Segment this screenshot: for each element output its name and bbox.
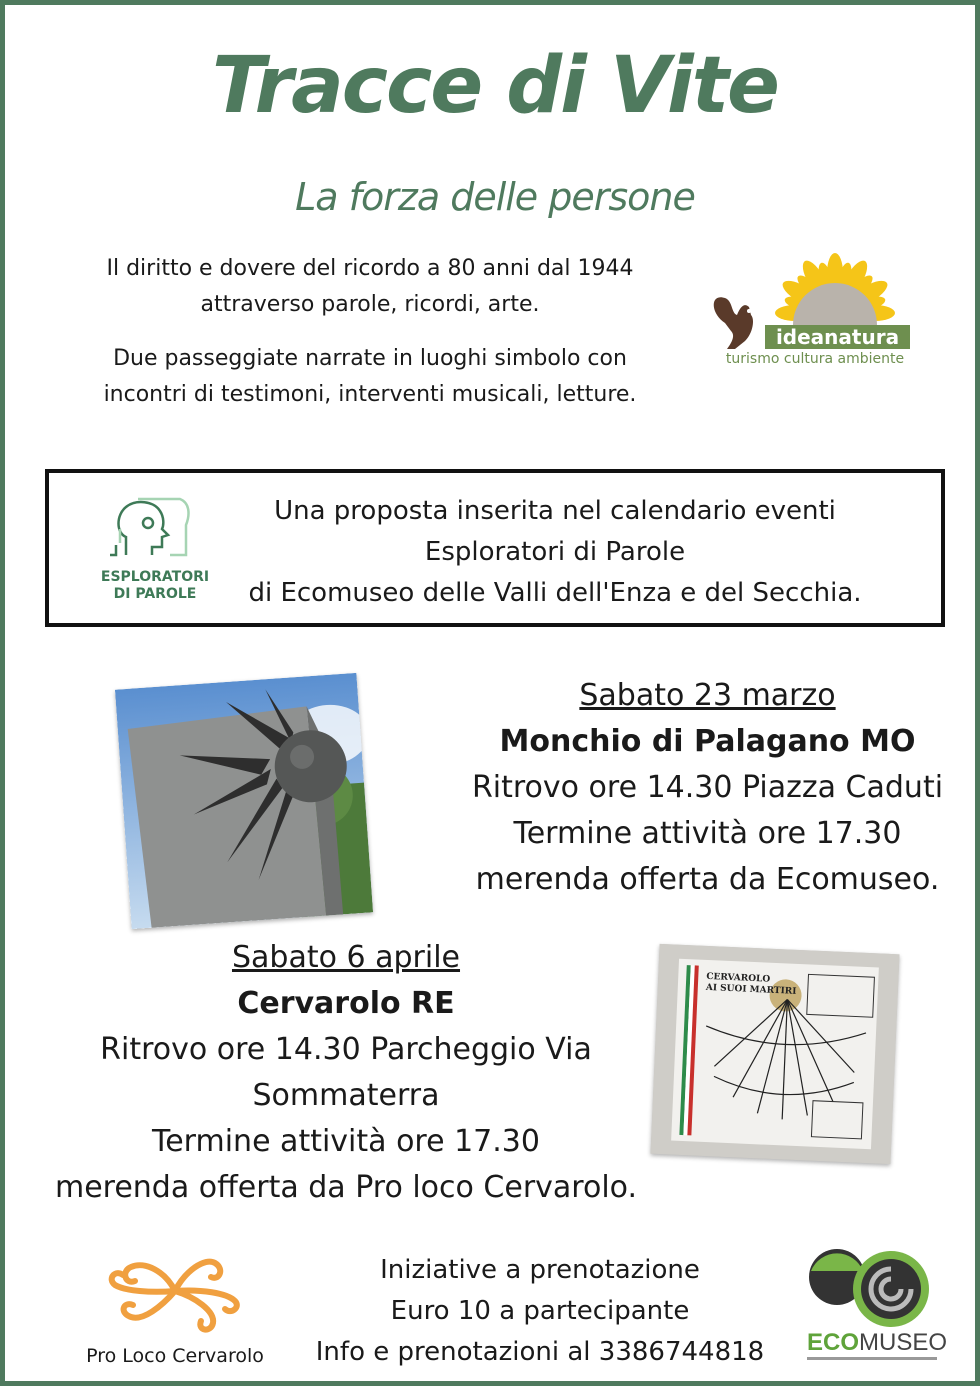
monument-photo — [115, 673, 373, 929]
event2-meet-1: Ritrovo ore 14.30 Parcheggio Via — [100, 1032, 592, 1067]
plaque-line-2: AI SUOI MARTIRI — [705, 982, 797, 997]
footer-line-1: Iniziative a prenotazione — [380, 1255, 700, 1285]
event1-date: Sabato 23 marzo — [579, 678, 836, 713]
event2-place: Cervarolo RE — [237, 986, 455, 1021]
spiral-icon — [65, 1241, 285, 1341]
proposal-line-2: Esploratori di Parole — [424, 537, 686, 567]
esploratori-logo — [90, 495, 220, 605]
ecomuseo-rule — [807, 1357, 937, 1360]
ideanatura-name: ideanatura — [775, 325, 900, 349]
eco-circles-icon — [801, 1241, 941, 1331]
event1-meet: Ritrovo ore 14.30 Piazza Caduti — [471, 770, 944, 805]
intro-line-1: Il diritto e dovere del ricordo a 80 anni dal 1944 — [106, 256, 634, 281]
ecomuseo-eco: ECO — [807, 1329, 860, 1356]
ecomuseo-logo — [801, 1241, 948, 1369]
esploratori-line-2: DI PAROLE — [113, 586, 197, 602]
page-title: Tracce di Vite — [212, 41, 778, 131]
sundial-photo — [651, 944, 900, 1164]
event2-end: Termine attività ore 17.30 — [152, 1124, 540, 1159]
ecomuseo-museo: MUSEO — [859, 1329, 948, 1356]
esploratori-line-1: ESPLORATORI — [100, 569, 210, 585]
event2-date: Sabato 6 aprile — [231, 940, 461, 975]
intro-line-2: attraverso parole, ricordi, arte. — [200, 292, 540, 317]
proposal-line-3: di Ecomuseo delle Valli dell'Enza e del Secchia. — [248, 578, 862, 608]
plaque-line-1: CERVAROLO — [706, 971, 771, 985]
event2-snack: merenda offerta da Pro loco Cervarolo. — [54, 1170, 638, 1205]
intro-line-4: incontri di testimoni, interventi musicali, letture. — [103, 382, 637, 407]
head-profile-icon — [90, 495, 220, 559]
intro-line-3: Due passeggiate narrate in luoghi simbolo con — [113, 346, 627, 371]
footer-line-3: Info e prenotazioni al 3386744818 — [315, 1337, 765, 1367]
ecomuseo-wordmark — [807, 1329, 948, 1356]
proloco-logo — [65, 1241, 285, 1373]
event1-place: Monchio di Palagano MO — [499, 724, 916, 759]
squirrel-icon — [714, 297, 753, 349]
event1-end: Termine attività ore 17.30 — [513, 816, 902, 851]
footer-line-2: Euro 10 a partecipante — [390, 1296, 690, 1326]
proloco-label: Pro Loco Cervarolo — [86, 1345, 264, 1367]
event2-meet-2: Sommaterra — [252, 1078, 440, 1113]
proposal-line-1: Una proposta inserita nel calendario eventi — [274, 496, 836, 526]
ideanatura-logo — [705, 253, 925, 378]
event1-snack: merenda offerta da Ecomuseo. — [475, 862, 940, 897]
ideanatura-tagline: turismo cultura ambiente — [725, 351, 905, 367]
page-subtitle: La forza delle persone — [295, 175, 695, 219]
